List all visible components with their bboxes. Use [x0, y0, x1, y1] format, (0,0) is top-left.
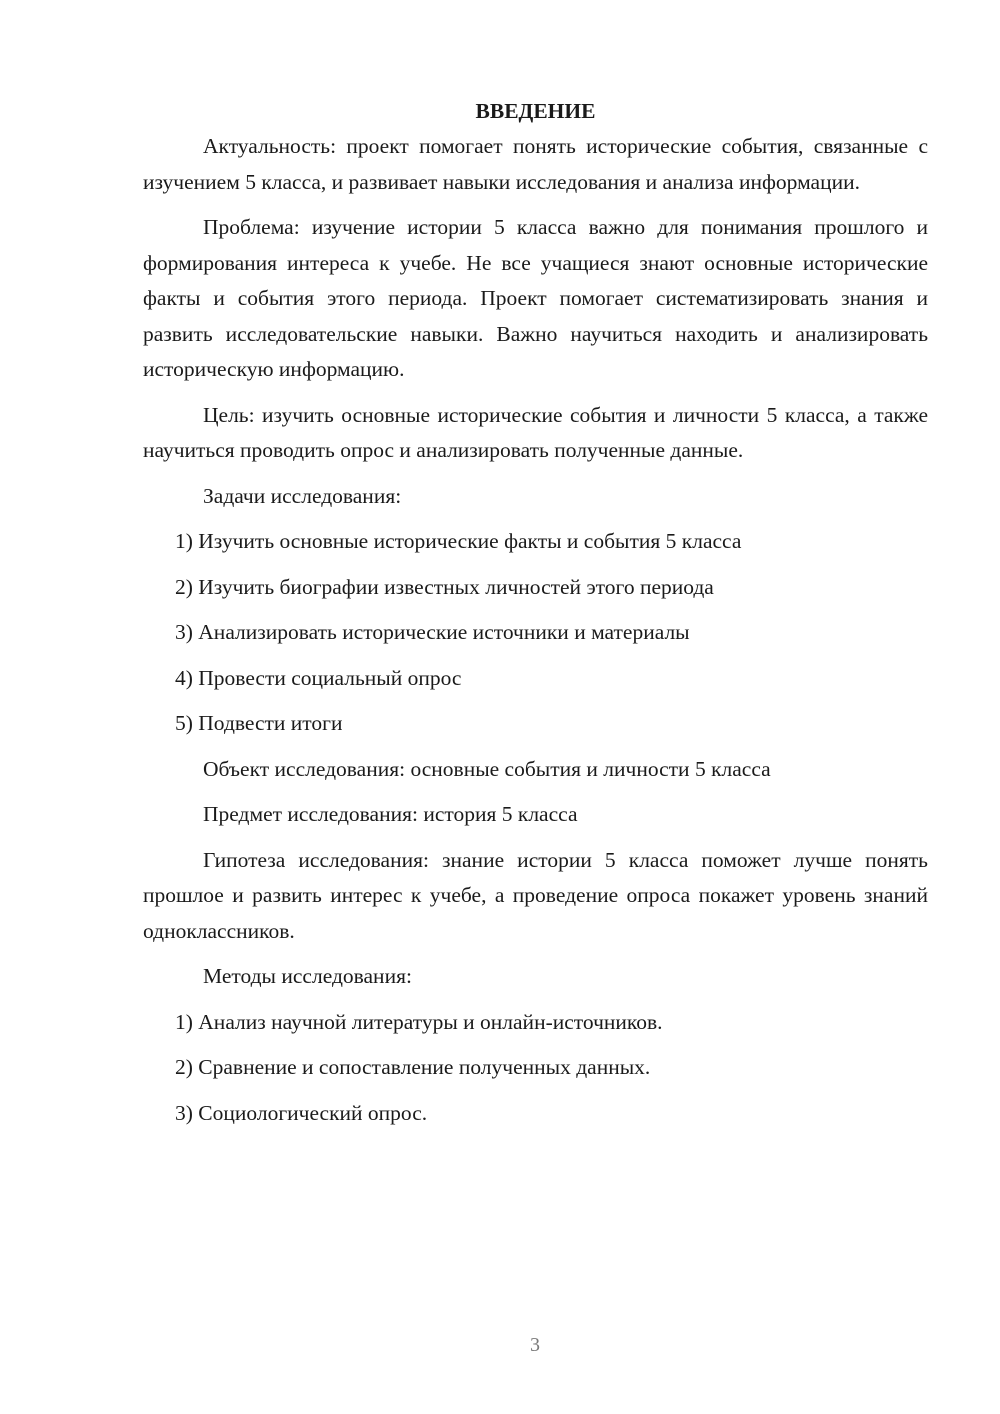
tasks-list	[143, 524, 928, 742]
goal-paragraph: Цель: изучить основные исторические события и личности 5 класса, а также научиться проводить опрос и анализировать полученные данные.	[143, 402, 928, 462]
list-item: 1) Анализ научной литературы и онлайн-источников.	[175, 1009, 663, 1034]
document-title: ВВЕДЕНИЕ	[475, 99, 596, 123]
list-item: 5) Подвести итоги	[175, 711, 343, 735]
list-item: 3) Анализировать исторические источники и материалы	[175, 620, 690, 644]
problem-paragraph: Проблема: изучение истории 5 класса важно для понимания прошлого и формирования интереса к учебе. Не все учащиеся знают основные исторические факты и события этого периода. Проект помогает систематизировать знания и развить исследовательские навыки. Важно научиться находить и анализировать историческую информацию.	[143, 215, 928, 381]
list-item: 2) Изучить биографии известных личностей этого периода	[175, 574, 714, 599]
methods-heading: Методы исследования:	[203, 964, 412, 988]
methods-list	[143, 1005, 928, 1132]
list-item: 1) Изучить основные исторические факты и события 5 класса	[175, 529, 742, 553]
list-item: 2) Сравнение и сопоставление полученных данных.	[175, 1055, 651, 1079]
research-subject: Предмет исследования: история 5 класса	[203, 802, 578, 826]
tasks-heading: Задачи исследования:	[203, 483, 402, 508]
list-item: 4) Провести социальный опрос	[175, 665, 462, 690]
hypothesis-paragraph: Гипотеза исследования: знание истории 5 класса поможет лучше понять прошлое и развить интерес к учебе, а проведение опроса покажет уровень знаний одноклассников.	[143, 847, 928, 943]
relevance-paragraph: Актуальность: проект помогает понять исторические события, связанные с изучением 5 класса, и развивает навыки исследования и анализа информации.	[143, 134, 928, 194]
page-number: 3	[530, 1334, 540, 1356]
research-object: Объект исследования: основные события и личности 5 класса	[203, 756, 771, 781]
list-item: 3) Социологический опрос.	[175, 1100, 428, 1125]
document-page	[143, 96, 928, 1141]
